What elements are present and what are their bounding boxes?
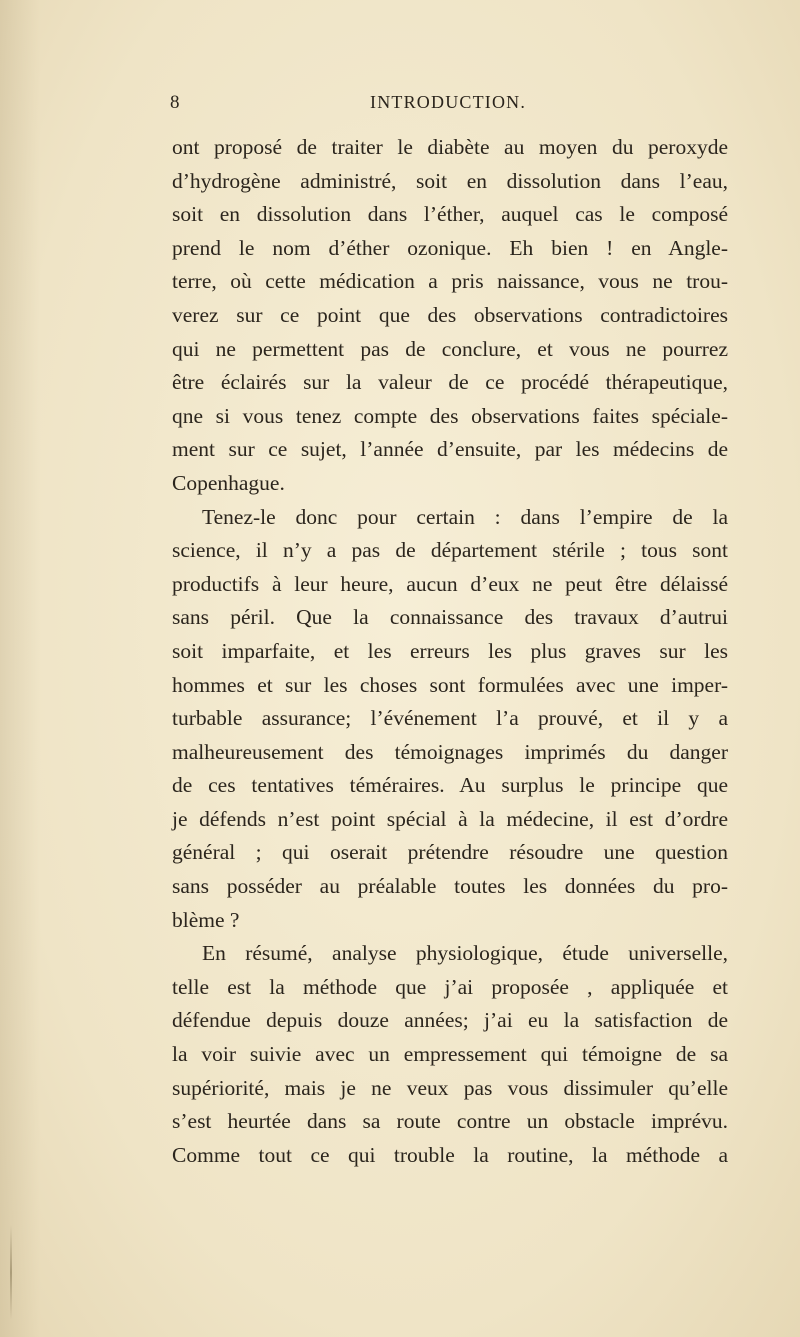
text-line: sans posséder au préalable toutes les données du pro- (172, 874, 728, 899)
paper-crease-mark (10, 1225, 12, 1320)
text-line: qui ne permettent pas de conclure, et vous ne pourrez (172, 336, 728, 361)
text-line: Copenhague. (172, 470, 285, 495)
text-line: soit en dissolution dans l’éther, auquel cas le composé (172, 202, 728, 227)
running-header (0, 92, 800, 118)
text-line: général ; qui oserait prétendre résoudre une question (172, 840, 728, 865)
text-line: En résumé, analyse physiologique, étude universelle, (202, 941, 728, 966)
text-line: supériorité, mais je ne veux pas vous dissimuler qu’elle (172, 1075, 728, 1100)
body-text (172, 131, 728, 1172)
text-line: la voir suivie avec un empressement qui témoigne de sa (172, 1042, 728, 1067)
text-line: prend le nom d’éther ozonique. Eh bien ! en Angle- (172, 235, 728, 260)
text-line: verez sur ce point que des observations contradictoires (172, 302, 728, 327)
text-line: Tenez-le donc pour certain : dans l’empire de la (202, 504, 728, 529)
text-line: ont proposé de traiter le diabète au moyen du peroxyde (172, 135, 728, 159)
text-line: d’hydrogène administré, soit en dissolution dans l’eau, (172, 168, 728, 193)
text-line: terre, où cette médication a pris naissance, vous ne trou- (172, 269, 728, 294)
text-line: je défends n’est point spécial à la médecine, il est d’ordre (172, 806, 728, 831)
text-line: malheureusement des témoignages imprimés du danger (172, 739, 728, 764)
text-line: productifs à leur heure, aucun d’eux ne peut être délaissé (172, 571, 728, 596)
text-line: soit imparfaite, et les erreurs les plus graves sur les (172, 638, 728, 663)
text-line: Comme tout ce qui trouble la routine, la méthode a (172, 1142, 728, 1167)
text-line: être éclairés sur la valeur de ce procédé thérapeutique, (172, 370, 728, 395)
page-number: 8 (170, 92, 180, 113)
text-line: science, il n’y a pas de département stérile ; tous sont (172, 538, 728, 563)
text-line: s’est heurtée dans sa route contre un obstacle imprévu. (172, 1109, 728, 1134)
text-line: de ces tentatives téméraires. Au surplus le principe que (172, 773, 728, 798)
text-line: ment sur ce sujet, l’année d’ensuite, par les médecins de (172, 437, 728, 462)
text-line: turbable assurance; l’événement l’a prouvé, et il y a (172, 706, 728, 731)
text-line: blème ? (172, 907, 240, 932)
running-title: INTRODUCTION. (370, 92, 527, 112)
text-line: hommes et sur les choses sont formulées avec une imper- (172, 672, 728, 697)
text-line: défendue depuis douze années; j’ai eu la satisfaction de (172, 1008, 728, 1033)
page-edge-shadow (0, 0, 40, 1337)
text-line: telle est la méthode que j’ai proposée , appliquée et (172, 974, 728, 999)
text-line: sans péril. Que la connaissance des travaux d’autrui (172, 605, 728, 630)
text-line: qne si vous tenez compte des observations faites spéciale- (172, 403, 728, 428)
